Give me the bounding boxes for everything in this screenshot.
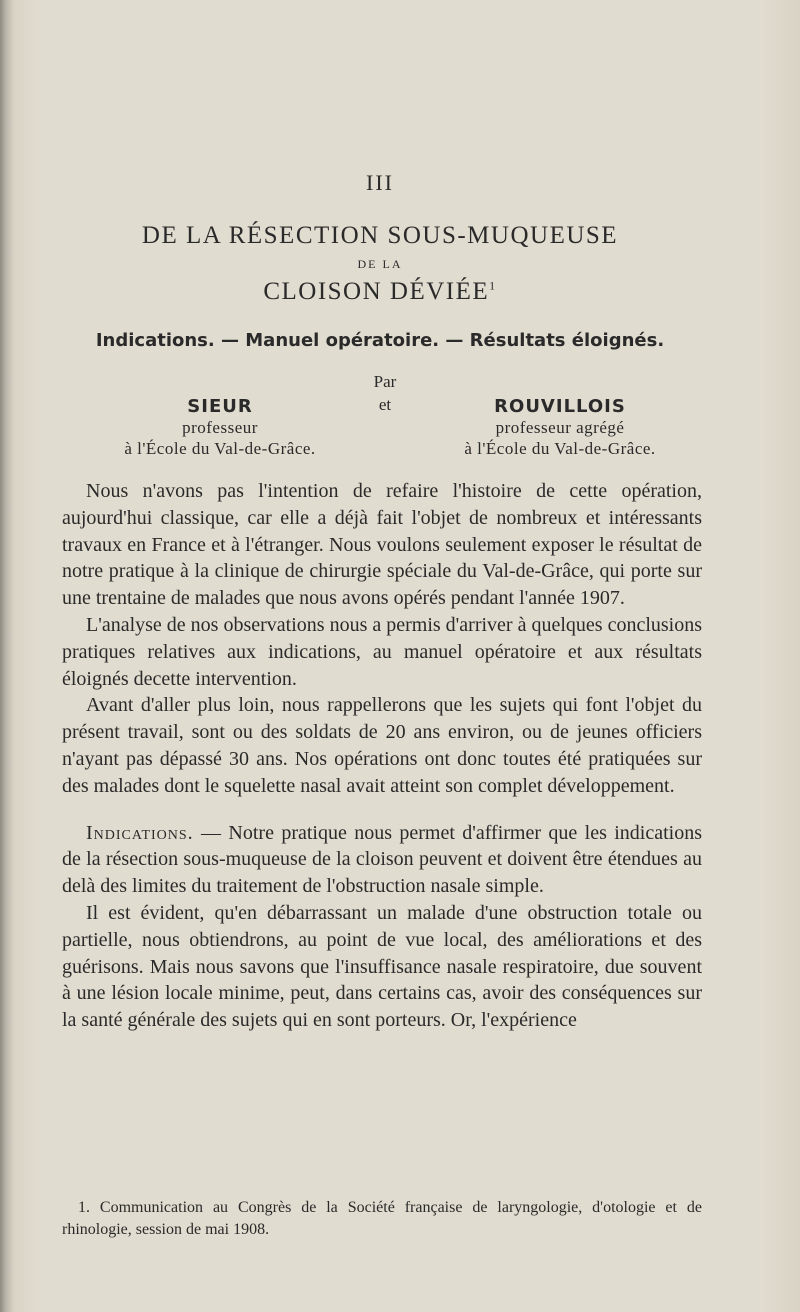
footnote <box>62 1197 702 1241</box>
article-title: DE LA RÉSECTION SOUS-MUQUEUSE <box>141 222 619 249</box>
article-title-connector: DE LA <box>357 257 403 271</box>
article-subtitle: Indications. — Manuel opératoire. — Résultats éloignés. <box>95 330 665 351</box>
author-right <box>435 396 685 459</box>
author-block <box>0 370 800 470</box>
footnote-text: 1. Communication au Congrès de la Société française de laryngologie, d'otologie et de rhinologie, session de mai 1908. <box>62 1199 702 1238</box>
author-right-role: professeur agrégé <box>495 418 625 437</box>
et-label: et <box>378 395 392 414</box>
author-left-institution: à l'École du Val-de-Grâce. <box>124 439 316 458</box>
author-right-name: ROUVILLOIS <box>494 396 626 417</box>
par-label: Par <box>373 372 397 391</box>
section-heading-indications: Indications. <box>86 821 194 844</box>
paragraph-1: Nous n'avons pas l'intention de refaire l'histoire de cette opération, aujourd'hui classique, car elle a déjà fait l'objet de nombreux et intéressants travaux en France et à l'étranger. Nous voulons seulement exposer le résultat de notre pratique à la clinique de chirurgie spéciale du Val-de-Grâce, qui porte sur une trentaine de malades que nous avons opérés pendant l'année 1907. <box>62 480 702 610</box>
author-connector <box>355 370 415 416</box>
paragraph-4-text: — Notre pratique nous permet d'affirmer que les indications de la résection sous-muqueuse de la cloison peuvent et doivent être étendues au delà des limites du traitement de l'obstruction nasale simple. <box>62 821 702 898</box>
author-left <box>110 396 330 459</box>
chapter-number: III <box>366 170 394 195</box>
title-footnote-marker: 1 <box>489 278 497 293</box>
paragraph-3: Avant d'aller plus loin, nous rappellerons que les sujets qui font l'objet du présent travail, sont ou des soldats de 20 ans environ, ou de jeunes officiers n'ayant pas dépassé 30 ans. Nos opérations ont donc toutes été pratiquées sur des malades dont le squelette nasal avait atteint son complet développement. <box>62 694 702 797</box>
article-title-end: CLOISON DÉVIÉE <box>263 278 490 305</box>
author-left-name: SIEUR <box>187 396 253 417</box>
article-body <box>62 478 702 1034</box>
paragraph-4 <box>62 820 702 900</box>
author-left-role: professeur <box>182 418 258 437</box>
article-title-second-line <box>0 278 760 306</box>
paragraph-2: L'analyse de nos observations nous a permis d'arriver à quelques conclusions pratiques relatives aux indications, au manuel opératoire et aux résultats éloignés decette intervention. <box>62 613 702 690</box>
author-right-institution: à l'École du Val-de-Grâce. <box>464 439 656 458</box>
paragraph-5: Il est évident, qu'en débarrassant un malade d'une obstruction totale ou partielle, nous obtiendrons, au point de vue local, des améliorations et des guérisons. Mais nous savons que l'insuffisance nasale respiratoire, due souvent à une lésion locale minime, peut, dans certains cas, avoir des conséquences sur la santé générale des sujets qui en sont porteurs. Or, l'expérience <box>62 901 702 1032</box>
